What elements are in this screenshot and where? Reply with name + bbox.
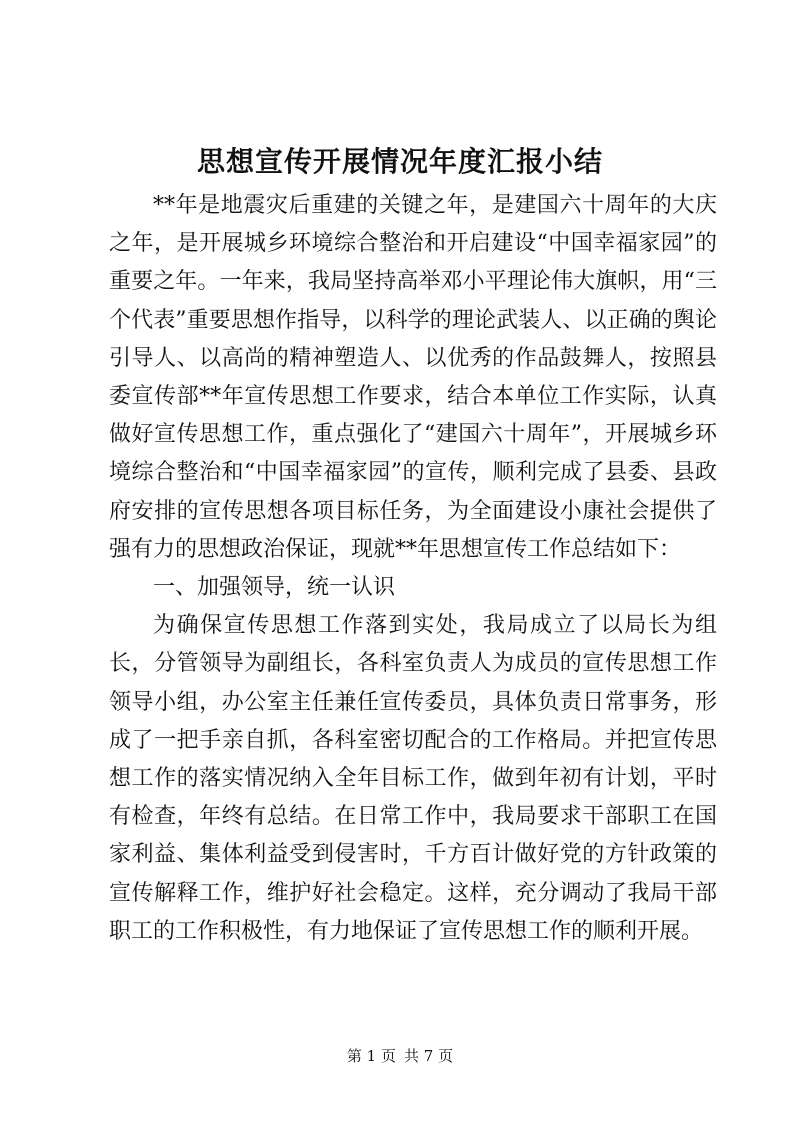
page-number: 第 1 页	[346, 1047, 396, 1065]
page-total: 共 7 页	[404, 1047, 454, 1065]
document-body	[109, 187, 717, 951]
section-paragraph: 为确保宣传思想工作落到实处，我局成立了以局长为组长，分管领导为副组长，各科室负责人为成员的宣传思想工作领导小组，办公室主任兼任宣传委员，具体负责日常事务，形成了一把手亲自抓，各科室密切配合的工作格局。并把宣传思想工作的落实情况纳入全年目标工作，做到年初有计划，平时有检查，年终有总结。在日常工作中，我局要求干部职工在国家利益、集体利益受到侵害时，千方百计做好党的方针政策的宣传解释工作，维护好社会稳定。这样，充分调动了我局干部职工的工作积极性，有力地保证了宣传思想工作的顺利开展。	[109, 613, 717, 944]
intro-paragraph: **年是地震灾后重建的关键之年，是建国六十周年的大庆之年，是开展城乡环境综合整治和开启建设“中国幸福家园”的重要之年。一年来，我局坚持高举邓小平理论伟大旗帜，用“三个代表”重要思想作指导，以科学的理论武装人、以正确的舆论引导人、以高尚的精神塑造人、以优秀的作品鼓舞人，按照县委宣传部**年宣传思想工作要求，结合本单位工作实际，认真做好宣传思想工作，重点强化了“建国六十周年”，开展城乡环境综合整治和“中国幸福家园”的宣传，顺利完成了县委、县政府安排的宣传思想各项目标任务，为全面建设小康社会提供了强有力的思想政治保证，现就**年思想宣传工作总结如下：	[109, 193, 717, 562]
page-footer	[0, 1046, 800, 1066]
section-heading: 一、加强领导，统一认识	[153, 575, 396, 601]
document-title: 思想宣传开展情况年度汇报小结	[196, 145, 603, 178]
